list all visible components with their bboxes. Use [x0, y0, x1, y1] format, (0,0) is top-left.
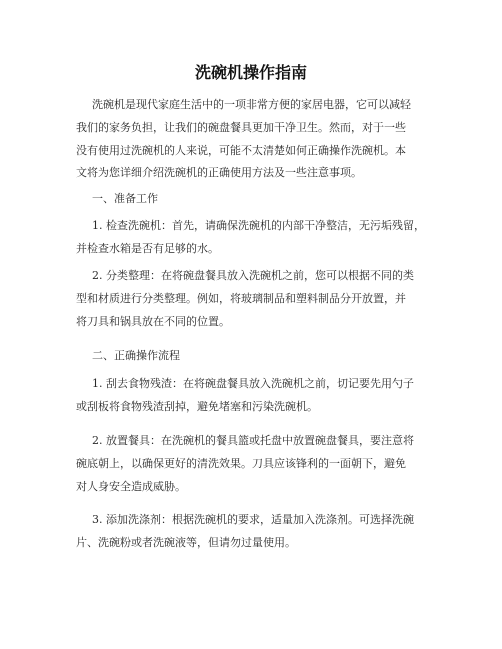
section-heading-preparation: 一、准备工作 [92, 192, 158, 205]
section2-item2-line-1: 2. 放置餐具：在洗碗机的餐具篮或托盘中放置碗盘餐具，要注意将 [92, 434, 414, 447]
section2-item1-line-2: 或刮板将食物残渣刮掉，避免堵塞和污染洗碗机。 [76, 400, 318, 413]
section2-item1-line-1: 1. 刮去食物残渣：在将碗盘餐具放入洗碗机之前，切记要先用勺子 [92, 377, 414, 390]
page-title: 洗碗机操作指南 [194, 63, 307, 82]
intro-line-1: 洗碗机是现代家庭生活中的一项非常方便的家居电器，它可以减轻 [92, 98, 411, 111]
section1-item2-line-1: 2. 分类整理：在将碗盘餐具放入洗碗机之前，您可以根据不同的类 [92, 269, 414, 282]
section1-item2-line-2: 型和材质进行分类整理。例如，将玻璃制品和塑料制品分开放置，并 [76, 292, 406, 305]
section1-item1-line-1: 1. 检查洗碗机：首先，请确保洗碗机的内部干净整洁，无污垢残留， [92, 219, 425, 232]
intro-line-3: 没有使用过洗碗机的人来说，可能不太清楚如何正确操作洗碗机。本 [76, 144, 406, 157]
section-heading-operation: 二、正确操作流程 [92, 349, 180, 362]
section2-item2-line-3: 对人身安全造成威胁。 [76, 480, 186, 493]
section2-item2-line-2: 碗底朝上，以确保更好的清洗效果。刀具应该锋利的一面朝下，避免 [76, 457, 406, 470]
intro-line-4: 文将为您详细介绍洗碗机的正确使用方法及一些注意事项。 [76, 166, 362, 179]
section1-item2-line-3: 将刀具和锅具放在不同的位置。 [76, 315, 230, 328]
intro-line-2: 我们的家务负担，让我们的碗盘餐具更加干净卫生。然而，对于一些 [76, 121, 406, 134]
section2-item3-line-1: 3. 添加洗涤剂：根据洗碗机的要求，适量加入洗涤剂。可选择洗碗 [92, 513, 414, 526]
section1-item1-line-2: 并检查水箱是否有足够的水。 [76, 242, 219, 255]
section2-item3-line-2: 片、洗碗粉或者洗碗液等，但请勿过量使用。 [76, 536, 296, 549]
